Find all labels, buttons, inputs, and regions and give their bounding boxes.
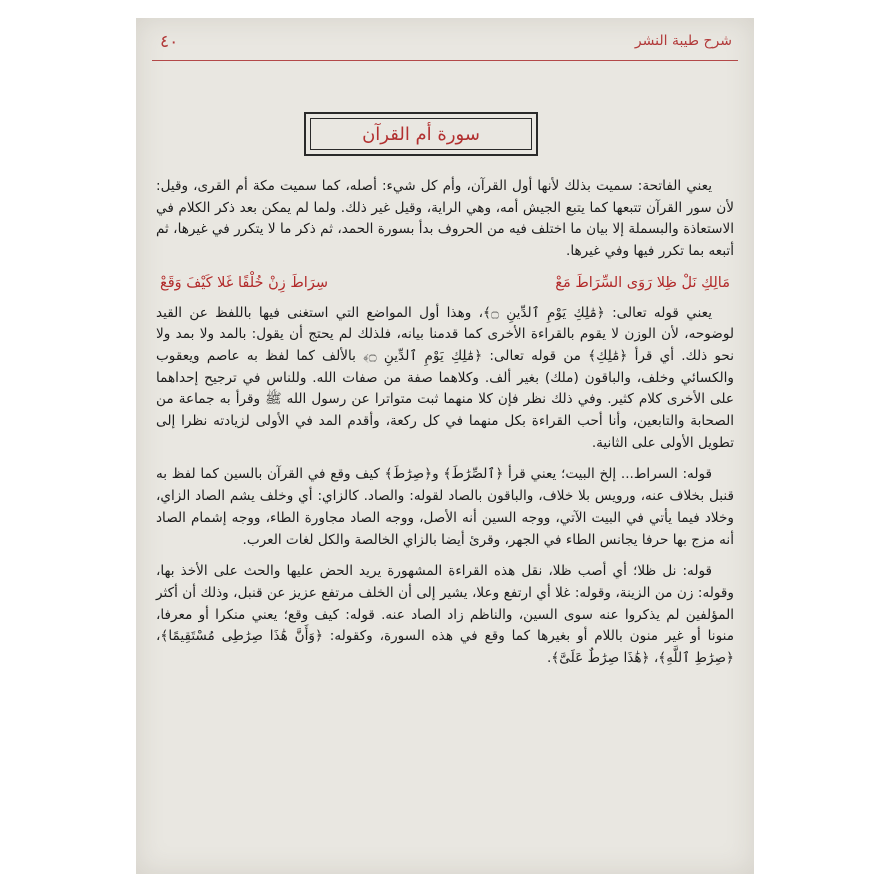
paragraph-malik: يعني قوله تعالى: ﴿مَٰلِكِ يَوْمِ ٱلدِّينِ ۝﴾، وهذا أول المواضع التي استغنى فيها باللفظ عن القيد لوضوحه، لأن الوزن لا يقوم بالقراءة الأخرى كما قدمنا بيانه، فلذلك لم يحتج أن يقول: بالمد ولا بمد ولا نحو ذلك. أي قرأ ﴿مَٰلِكِ﴾ من قوله تعالى: ﴿مَٰلِكِ يَوْمِ ٱلدِّينِ ۝﴾ بالألف كما لفظ به عاصم ويعقوب والكسائي وخلف، والباقون (ملك) بغير ألف. وكلاهما صفة من صفات الله. وللناس في ترجيح إحداهما على الأخرى كلام كثير. وفي ذلك نظر فإن كلا منهما ثبت متواترا عن رسول الله ﷺ وقرأ به جماعة من الصحابة والتابعين، وأنا أحب القراءة بكل منهما في كل ركعة، وأقدم المد في الأولى لزيادته نظرا إلى تطويل الأولى على الثانية. — [156, 304, 734, 451]
book-page — [136, 18, 754, 874]
page-number: ٤٠ — [160, 32, 179, 52]
header-rule — [152, 60, 738, 61]
paragraph-sirat: قوله: السراط... إلخ البيت؛ يعني قرأ ﴿ٱلصِّرَٰطَ﴾ و﴿صِرَٰطَ﴾ كيف وقع في القرآن بالسين كما لفظ به قنبل بخلاف عنه، ورويس بلا خلاف، والباقون بالصاد لقوله: والصاد. كالزاي: أي وخلف يشم الصاد الزاي، وخلاد فيما يأتي في البيت الآتي، ووجه السين أنه الأصل، ووجه الصاد مجاورة الطاء، ووجه إشمام الصاد أنه مزج بها حرفا يجانس الطاء في الجهر، وقرئ أيضا بالزاي الخالصة والكل لغات العرب. — [156, 466, 734, 548]
running-title: شرح طيبة النشر — [634, 33, 732, 49]
poem-verse — [156, 273, 734, 295]
page-header — [152, 30, 738, 56]
page-body — [156, 176, 734, 680]
paragraph-nal-zilla: قوله: نل ظلا؛ أي أصب ظلا، نقل هذه القراءة المشهورة يريد الحض عليها والحث على الأخذ بها، وقوله: زن من الزينة، وقوله: غلا أي ارتفع وعلا، يشير إلى أن الخلف مرتفع عزيز عن قنبل، وذلك أن أكثر المؤلفين لم يذكروا عنه سوى السين، والناظم زاد الصاد عنه. قوله: كيف وقع؛ يعني منكرا أو معرفا، منونا أو غير منون باللام أو بغيرها كما وقع في هذه السورة، وكقوله: ﴿وَأَنَّ هَٰذَا صِرَٰطِى مُسْتَقِيمًا﴾، ﴿صِرَٰطِ ٱللَّهِ﴾، ﴿هَٰذَا صِرَٰطٌ عَلَىَّ﴾. — [156, 563, 734, 667]
section-title-frame — [304, 112, 538, 156]
section-title: سورة أم القرآن — [310, 118, 532, 150]
verse-second-hemistich: سِرَاطَ زِنْ خُلْفًا غَلا كَيْفَ وَقَعْ — [160, 274, 328, 291]
verse-first-hemistich: مَالِكِ نَلْ ظِلا رَوَى السِّرَاطَ مَعْ — [555, 274, 730, 291]
paragraph-intro: يعني الفاتحة: سميت بذلك لأنها أول القرآن، وأم كل شيء: أصله، كما سميت مكة أم القرى، وقيل: لأن سور القرآن تتبعها كما يتبع الجيش أمه، وهي الراية، وقيل غير ذلك. ولما لم يمكن بعد ذكر الكلام في الاستعاذة والبسملة إلا بيان ما اختلف فيه من الحروف بدأ بسورة الحمد، ثم ذكر ما لا يتكرر في غيرها، ثم أتبعه بما تكرر فيها وفي غيرها. — [156, 178, 734, 260]
